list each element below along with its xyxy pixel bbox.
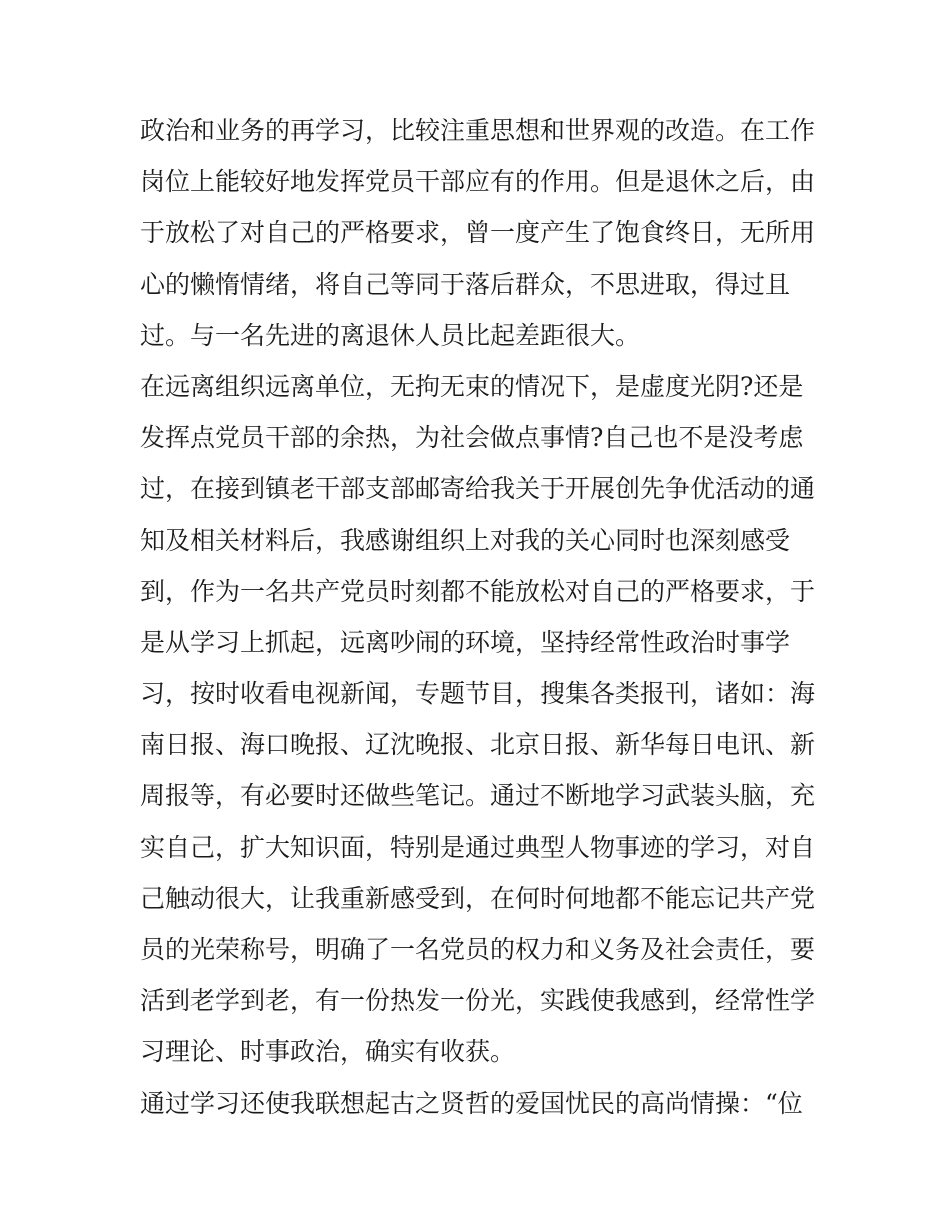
text-line: 于放松了对自己的严格要求，曾一度产生了饱食终日，无所用 bbox=[140, 218, 816, 248]
text-line: 活到老学到老，有一份热发一份光，实践使我感到，经常性学 bbox=[140, 986, 816, 1016]
text-line: 通过学习还使我联想起古之贤哲的爱国忧民的高尚情操：“位 bbox=[140, 1088, 803, 1118]
text-line: 政治和业务的再学习，比较注重思想和世界观的改造。在工作 bbox=[140, 116, 816, 145]
text-line: 习理论、时事政治，确实有收获。 bbox=[140, 1037, 516, 1067]
text-line: 习，按时收看电视新闻，专题节目，搜集各类报刊，诸如：海 bbox=[140, 679, 816, 709]
text-line: 到，作为一名共产党员时刻都不能放松对自己的严格要求，于 bbox=[140, 576, 816, 606]
text-line: 是从学习上抓起，远离吵闹的环境，坚持经常性政治时事学 bbox=[140, 627, 791, 657]
text-line: 心的懒惰情绪，将自己等同于落后群众，不思进取，得过且 bbox=[140, 269, 791, 299]
text-line: 岗位上能较好地发挥党员干部应有的作用。但是退休之后，由 bbox=[140, 167, 816, 197]
text-line: 南日报、海口晚报、辽沈晚报、北京日报、新华每日电讯、新 bbox=[140, 730, 816, 760]
text-line: 知及相关材料后，我感谢组织上对我的关心同时也深刻感受 bbox=[140, 525, 791, 555]
text-line: 周报等，有必要时还做些笔记。通过不断地学习武装头脑，充 bbox=[140, 781, 816, 811]
text-line: 己触动很大，让我重新感受到，在何时何地都不能忘记共产党 bbox=[140, 883, 816, 913]
text-line: 员的光荣称号，明确了一名党员的权力和义务及社会责任，要 bbox=[140, 935, 816, 964]
text-line: 过，在接到镇老干部支部邮寄给我关于开展创先争优活动的通 bbox=[140, 474, 816, 504]
text-line: 发挥点党员干部的余热，为社会做点事情?自己也不是没考虑 bbox=[140, 423, 804, 453]
text-line: 实自己，扩大知识面，特别是通过典型人物事迹的学习，对自 bbox=[140, 832, 816, 862]
body-text bbox=[140, 105, 820, 1129]
text-line: 在远离组织远离单位，无拘无束的情况下，是虚度光阴?还是 bbox=[140, 371, 804, 401]
text-line: 过。与一名先进的离退休人员比起差距很大。 bbox=[140, 320, 641, 350]
